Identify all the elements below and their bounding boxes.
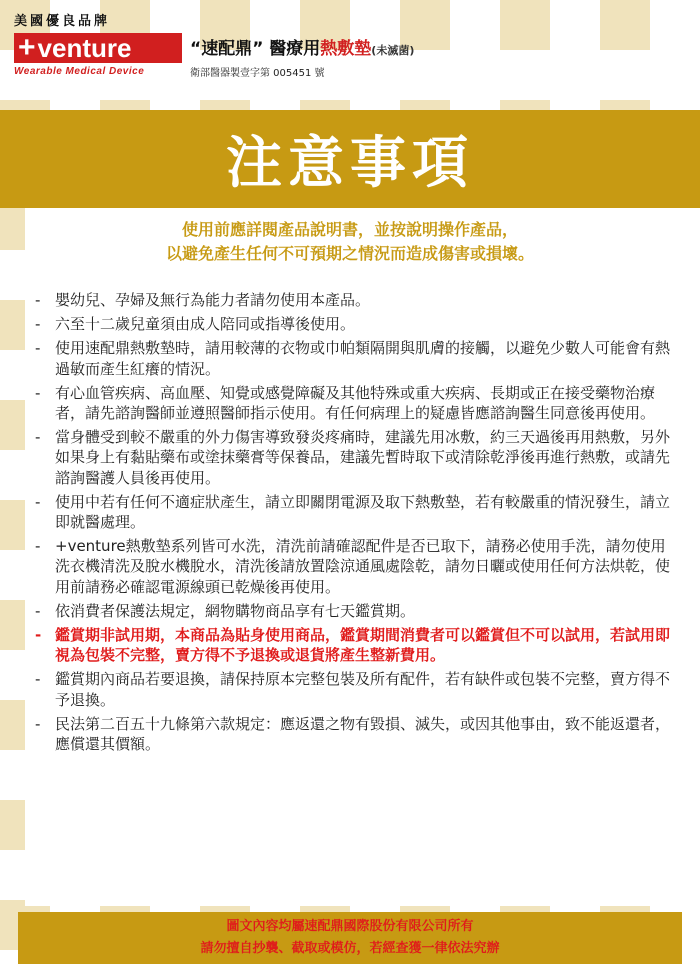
page-title: 注意事項 [226, 131, 474, 196]
venture-logo [14, 33, 182, 63]
notice-item [33, 427, 673, 488]
notice-list [33, 290, 673, 758]
product-type: 熱敷墊 [320, 39, 372, 59]
notice-item [33, 601, 673, 621]
notice-item [33, 625, 673, 665]
notice-item [33, 536, 673, 597]
intro-line-2: 以避免產生任何不可預期之情況而造成傷害或損壞。 [165, 244, 534, 263]
notice-item-text: 使用中若有任何不適症狀產生，請立即關閉電源及取下熱敷墊，若有較嚴重的情況發生，請立即就醫處理。 [55, 492, 671, 532]
plus-icon: + [18, 31, 36, 64]
notice-item-text: 六至十二歲兒童須由成人陪同或指導後使用。 [55, 315, 356, 334]
product-category: 醫療用 [263, 39, 321, 59]
bullet-dash: - [35, 601, 41, 620]
title-banner [0, 110, 700, 208]
copyright-footer [18, 912, 682, 964]
bullet-dash: - [35, 315, 41, 334]
logo-subtitle: Wearable Medical Device [14, 66, 145, 77]
notice-item-text: 民法第二百五十九條第六款規定：應返還之物有毀損、滅失，或因其他事由，致不能返還者，應償還其價額。 [55, 714, 671, 754]
copyright-line-2: 請勿擅自抄襲、截取或模仿，若經查獲一律依法究辦 [200, 941, 500, 956]
notice-item-text: 鑑賞期非試用期，本商品為貼身使用商品，鑑賞期間消費者可以鑑賞但不可以試用，若試用即視為包裝不完整，賣方得不予退換或退貨將產生整新費用。 [55, 626, 671, 665]
notice-item [33, 669, 673, 709]
product-title [190, 34, 414, 59]
notice-item [33, 714, 673, 754]
notice-panel [25, 208, 675, 906]
header [0, 0, 700, 110]
notice-item-text: 鑑賞期內商品若要退換，請保持原本完整包裝及所有配件，若有缺件或包裝不完整，賣方得不予退換。 [55, 670, 671, 709]
product-quote-open: “ [190, 39, 202, 59]
logo-wordmark: venture [37, 32, 132, 63]
notice-item-text: 依消費者保護法規定，網物購物商品享有七天鑑賞期。 [55, 601, 416, 620]
notice-item-text: 使用速配鼎熱敷墊時，請用較薄的衣物或巾帕類隔開與肌膚的接觸，以避免少數人可能會有熱過敏而產生紅癢的情況。 [55, 339, 671, 378]
notice-item [33, 290, 673, 310]
bullet-dash: - [35, 626, 42, 645]
notice-item-text: 當身體受到較不嚴重的外力傷害導致發炎疼痛時，建議先用冰敷，約三天過後再用熱敷，另外如果身上有黏貼藥布或塗抹藥膏等保養品，建議先暫時取下或清除乾淨後再進行熱敷，或請先諮詢醫護人員後再使用。 [55, 428, 671, 487]
bullet-dash: - [35, 537, 41, 556]
intro-text [25, 218, 675, 266]
copyright-line-1: 圖文內容均屬速配鼎國際股份有限公司所有 [226, 919, 474, 934]
bullet-dash: - [35, 714, 41, 733]
notice-item [33, 314, 673, 334]
brand-tagline: 美國優良品牌 [14, 14, 111, 29]
product-brand: 速配鼎 [201, 39, 253, 59]
notice-item [33, 492, 673, 532]
license-number: 衛部醫器製壹字第 005451 號 [190, 68, 325, 79]
bullet-dash: - [35, 670, 41, 689]
notice-item-text: 有心血管疾病、高血壓、知覺或感覺障礙及其他特殊或重大疾病、長期或正在接受藥物治療者，請先諮詢醫師並遵照醫師指示使用。有任何病理上的疑慮皆應諮詢醫生同意後再使用。 [55, 383, 656, 423]
bullet-dash: - [35, 383, 41, 402]
notice-item [33, 383, 673, 423]
bullet-dash: - [35, 339, 41, 358]
bullet-dash: - [35, 291, 41, 309]
notice-item-text: 嬰幼兒、孕婦及無行為能力者請勿使用本產品。 [55, 291, 371, 309]
intro-line-1: 使用前應詳閱產品說明書，並按說明操作產品， [181, 220, 518, 239]
bullet-dash: - [35, 428, 41, 447]
notice-item-text: +venture熱敷墊系列皆可水洗，清洗前請確認配件是否已取下，請務必使用手洗，請勿使用洗衣機清洗及脫水機脫水，清洗後請放置陰涼通風處陰乾，請勿日曬或使用任何方法烘乾，使用前請務必確認電源線頭已乾燥後再使用。 [55, 537, 671, 596]
product-quote-close: ” [252, 39, 264, 59]
sterile-note: (未滅菌) [371, 44, 415, 57]
notice-item [33, 338, 673, 378]
bullet-dash: - [35, 492, 41, 511]
